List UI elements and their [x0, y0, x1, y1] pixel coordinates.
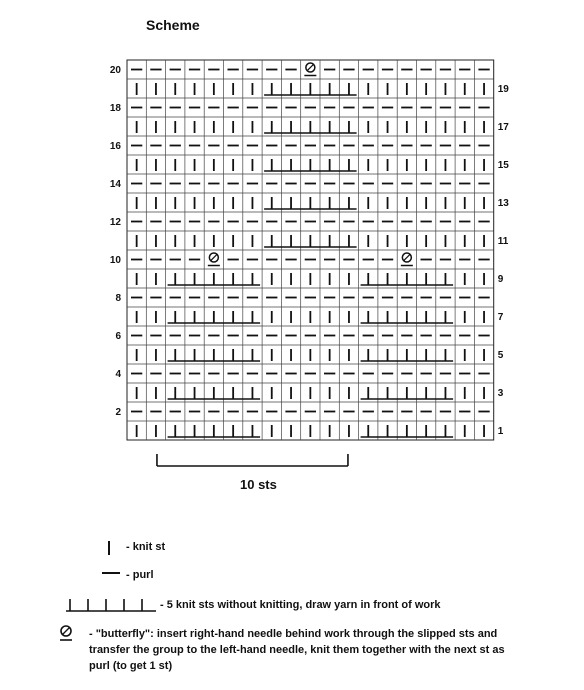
butterfly-slash	[307, 64, 313, 70]
purl-symbol-icon	[100, 567, 122, 579]
right-row-number: 3	[497, 388, 504, 399]
left-row-number: 2	[115, 407, 121, 418]
slip5-symbol-icon	[64, 596, 158, 614]
left-row-number: 10	[109, 255, 121, 266]
right-row-numbers	[498, 84, 510, 437]
butterfly-symbol	[304, 63, 316, 76]
legend-butterfly-line3: purl (to get 1 st)	[89, 660, 173, 672]
right-row-number: 17	[497, 122, 509, 133]
legend-purl-label: - purl	[126, 569, 154, 581]
left-row-number: 8	[115, 293, 121, 304]
right-row-number: 11	[497, 236, 509, 247]
left-row-number: 12	[109, 217, 121, 228]
repeat-label: 10 sts	[240, 477, 277, 492]
right-row-number: 9	[497, 274, 504, 285]
repeat-bracket	[157, 454, 348, 466]
left-row-numbers	[110, 65, 122, 418]
legend-knit-label: - knit st	[126, 541, 166, 553]
butterfly-slash	[404, 254, 410, 260]
right-row-number: 1	[497, 426, 504, 437]
right-row-number: 15	[497, 160, 509, 171]
right-row-number: 5	[497, 350, 504, 361]
right-row-number: 13	[497, 198, 509, 209]
left-row-number: 14	[109, 179, 121, 190]
left-row-number: 18	[109, 103, 121, 114]
butterfly-symbol	[208, 253, 220, 266]
knit-symbol-icon	[104, 540, 114, 556]
butterfly-symbol-icon	[58, 624, 74, 646]
butterfly-symbol	[401, 253, 413, 266]
left-row-number: 20	[109, 65, 121, 76]
chart-grid	[127, 60, 494, 440]
legend-butterfly-line2: transfer the group to the left-hand needle, knit them together with the next st as	[89, 644, 505, 656]
legend-butterfly-line1: - "butterfly": insert right-hand needle behind work through the slipped sts and	[89, 628, 498, 640]
page-title: Scheme	[146, 17, 200, 33]
left-row-number: 4	[115, 369, 121, 380]
right-row-number: 19	[497, 84, 509, 95]
right-row-number: 7	[497, 312, 504, 323]
left-row-number: 16	[109, 141, 121, 152]
left-row-number: 6	[115, 331, 121, 342]
legend-slip5-label: - 5 knit sts without knitting, draw yarn in front of work	[160, 599, 441, 611]
butterfly-slash	[211, 254, 217, 260]
